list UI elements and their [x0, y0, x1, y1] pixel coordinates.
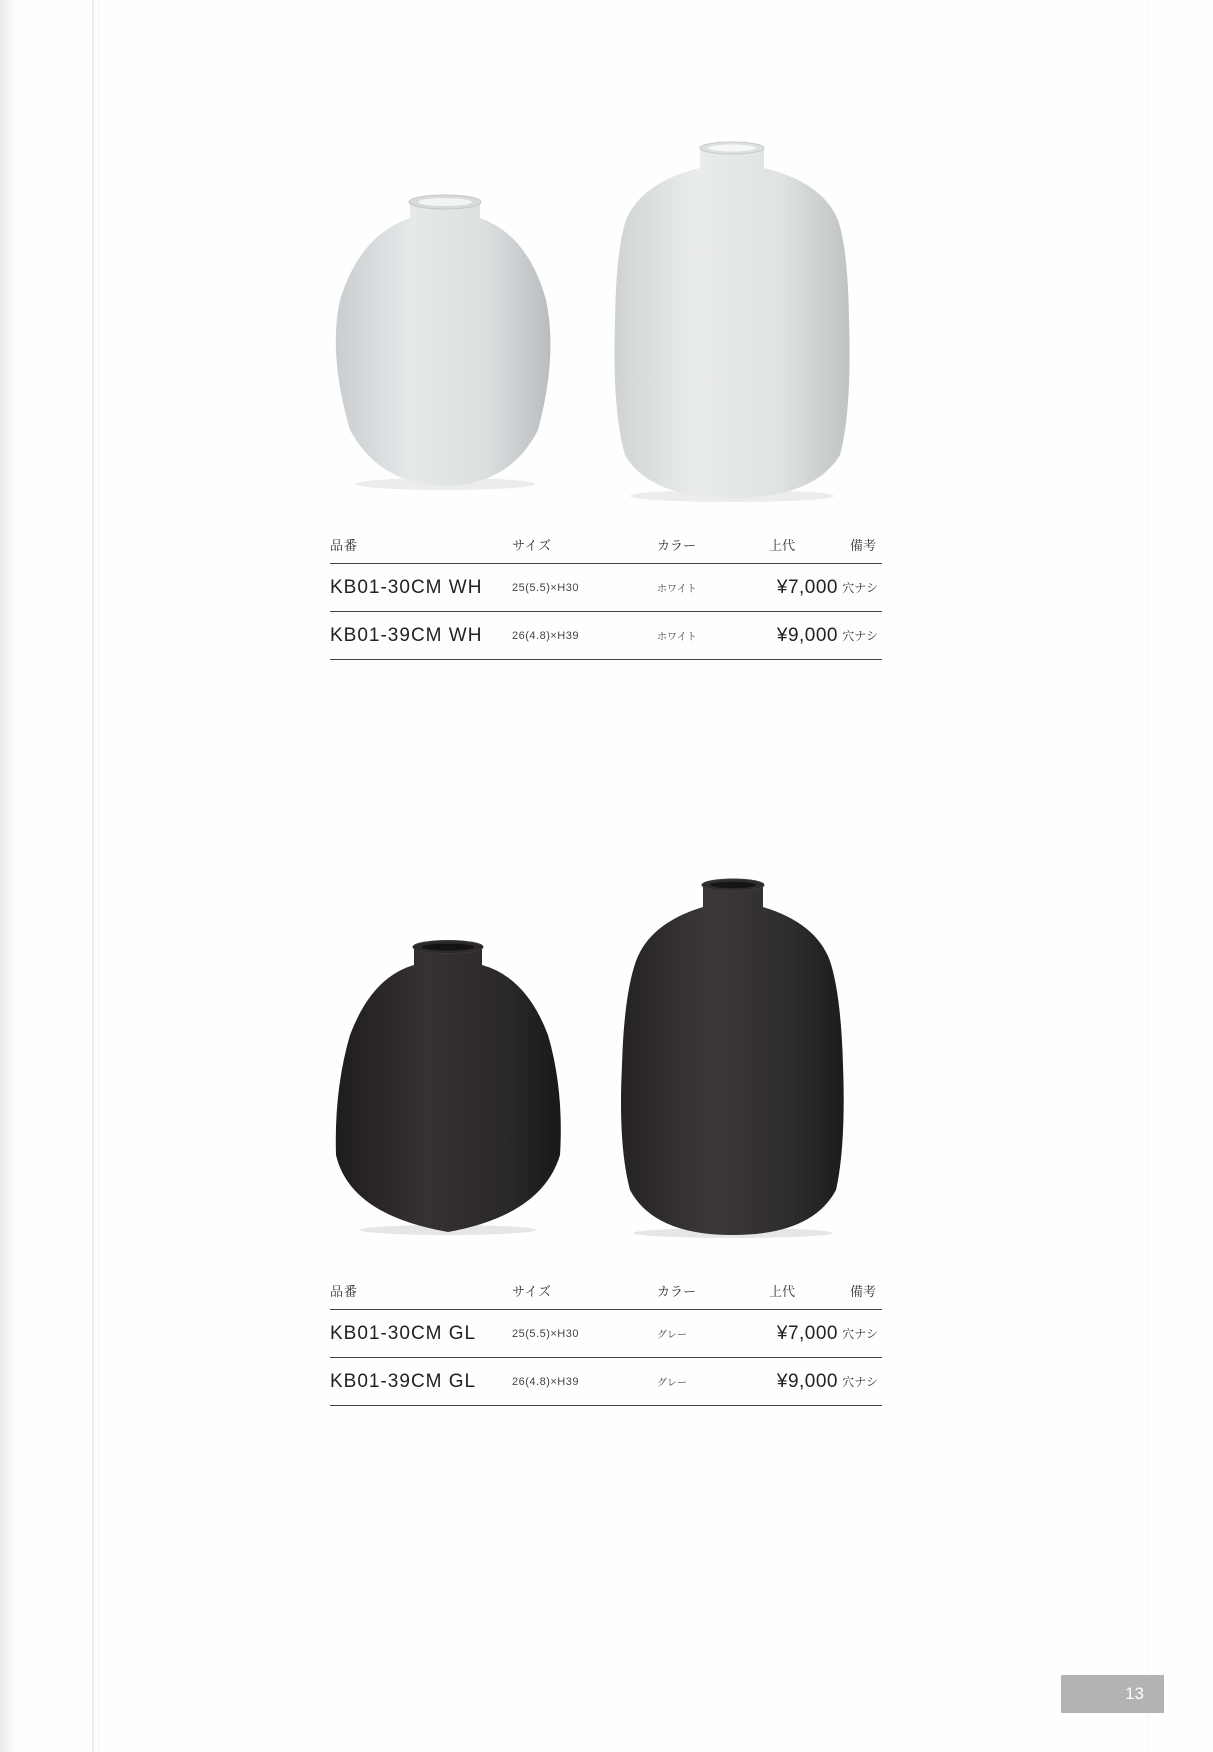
product-price: ¥7,000 — [745, 1310, 838, 1358]
header-note: 備考 — [838, 525, 882, 564]
header-price: 上代 — [745, 1271, 838, 1310]
product-code: KB01-30CM GL — [330, 1310, 512, 1358]
table-row — [330, 564, 882, 612]
header-code: 品番 — [330, 525, 512, 564]
grey-vases-photo — [320, 875, 900, 1245]
product-price: ¥9,000 — [745, 1358, 838, 1406]
product-color: グレー — [657, 1358, 745, 1406]
page-edge-line — [1148, 0, 1149, 1752]
product-note: 穴ナシ — [838, 612, 882, 660]
header-price: 上代 — [745, 525, 838, 564]
product-note: 穴ナシ — [838, 564, 882, 612]
header-note: 備考 — [838, 1271, 882, 1310]
product-size: 26(4.8)×H39 — [512, 612, 657, 660]
product-color: ホワイト — [657, 564, 745, 612]
page-number: 13 — [1061, 1675, 1164, 1713]
product-size: 25(5.5)×H30 — [512, 564, 657, 612]
product-price: ¥7,000 — [745, 564, 838, 612]
product-price: ¥9,000 — [745, 612, 838, 660]
table-row — [330, 1310, 882, 1358]
spec-table-white — [330, 525, 882, 660]
table-row — [330, 612, 882, 660]
header-code: 品番 — [330, 1271, 512, 1310]
header-size: サイズ — [512, 1271, 657, 1310]
header-size: サイズ — [512, 525, 657, 564]
product-code: KB01-39CM GL — [330, 1358, 512, 1406]
table-row — [330, 1358, 882, 1406]
white-vase-small — [336, 195, 551, 490]
header-color: カラー — [657, 1271, 745, 1310]
header-color: カラー — [657, 525, 745, 564]
table-header-row — [330, 1271, 882, 1310]
grey-vase-small — [336, 941, 561, 1236]
product-code: KB01-30CM WH — [330, 564, 512, 612]
product-color: ホワイト — [657, 612, 745, 660]
product-code: KB01-39CM WH — [330, 612, 512, 660]
page-binding-shadow — [0, 0, 18, 1752]
product-note: 穴ナシ — [838, 1310, 882, 1358]
product-note: 穴ナシ — [838, 1358, 882, 1406]
binding-line — [92, 0, 94, 1752]
grey-vase-tall — [621, 879, 844, 1238]
product-color: グレー — [657, 1310, 745, 1358]
white-vases-photo — [320, 140, 900, 510]
product-size: 26(4.8)×H39 — [512, 1358, 657, 1406]
binding-line — [98, 0, 99, 1752]
white-vase-tall — [614, 142, 849, 502]
table-header-row — [330, 525, 882, 564]
product-size: 25(5.5)×H30 — [512, 1310, 657, 1358]
spec-table-grey — [330, 1271, 882, 1406]
